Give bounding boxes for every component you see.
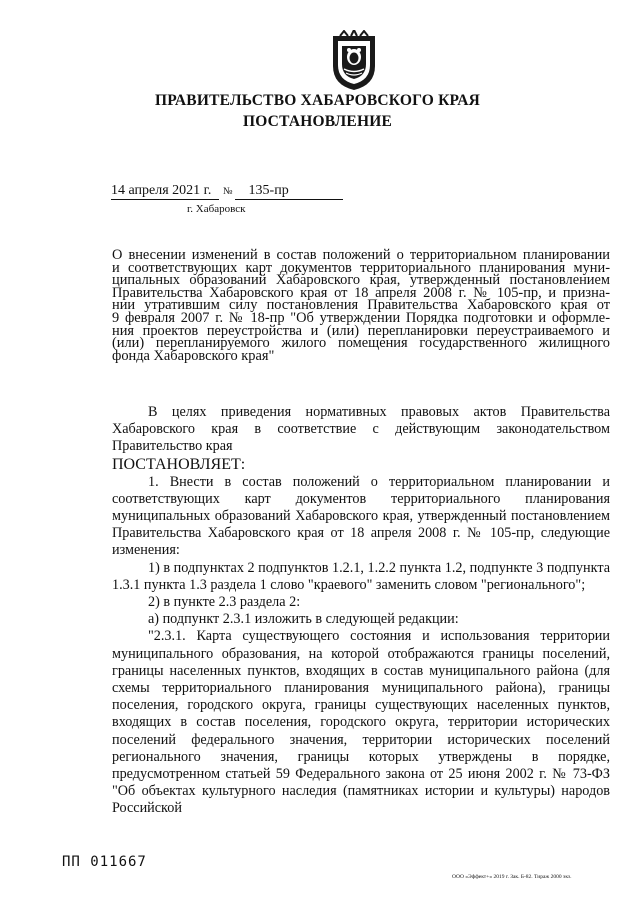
- document-date: 14 апреля 2021 г.: [111, 183, 219, 200]
- title-line: нии утратившим силу постановления Правительства Хабаровского края от: [112, 297, 610, 314]
- clause-1-2-a: а) подпункт 2.3.1 изложить в следующей редакции:: [148, 611, 459, 628]
- document-title: [112, 249, 610, 362]
- coat-of-arms-icon: [330, 30, 378, 92]
- print-info: ООО «Эффект+» 2019 г. Зак. Б-82. Тираж 2000 экз.: [452, 874, 572, 880]
- document-type: ПОСТАНОВЛЕНИЕ: [242, 113, 393, 130]
- title-line: 9 февраля 2007 г. № 18-пр "Об утверждении Порядка подготовки и оформле-: [112, 309, 610, 326]
- clause-2-3-1: "2.3.1. Карта существующего состояния и использования территории муниципального образования, на которой отображаются границы поселений, границы населенных пунктов, входящих в состав муниципального района (для схемы территориального планирования муниципального района), границы поселения, городского округа, границы существующих населенных пунктов, входящих в состав поселения, городского округа, территории исторических поселений федерального значения, территории исторических поселений регионального значения, границы которых утверждены в порядке, предусмотренном статьей 59 Федерального закона от 25 июня 2002 г. № 73-ФЗ "Об объектах культурного наследия (памятниках истории и культуры) народов Российской: [112, 628, 610, 817]
- preamble-paragraph: В целях приведения нормативных правовых актов Правительства Хабаровского края в соответствие с действующим законодательством Правительство края: [112, 404, 610, 455]
- title-line: Правительства Хабаровского края от 18 апреля 2008 г. № 105-пр, и призна-: [112, 284, 610, 301]
- title-line: и соответствующих карт документов территориального планирования муни-: [112, 259, 610, 276]
- clause-1-1: 1) в подпунктах 2 подпунктов 1.2.1, 1.2.2 пункта 1.2, подпункте 3 подпункта 1.3.1 пункта 1.3 раздела 1 слово "краевого" заменить словом "регионального";: [112, 559, 610, 593]
- decree-word: ПОСТАНОВЛЯЕТ:: [112, 455, 246, 473]
- city-label: г. Хабаровск: [187, 203, 246, 215]
- clause-1: 1. Внести в состав положений о территориальном планировании и соответствующих карт документов территориального планирования муниципальных образований Хабаровского края, утвержденный постановлением Правительства Хабаровского края от 18 апреля 2008 г. № 105-пр, следующие изменения:: [112, 473, 610, 559]
- document-body: [112, 404, 610, 818]
- title-line: О внесении изменений в состав положений о территориальном планировании: [112, 247, 610, 263]
- title-line: фонда Хабаровского края": [112, 347, 275, 364]
- date-number-row: [111, 183, 343, 200]
- title-line: (или) перепланируемого жилого помещения государственного жилищного: [112, 335, 610, 352]
- clause-1-2: 2) в пункте 2.3 раздела 2:: [148, 594, 301, 611]
- title-line: ципальных образований Хабаровского края, утвержденный постановлением: [112, 272, 610, 289]
- organization-title: ПРАВИТЕЛЬСТВО ХАБАРОВСКОГО КРАЯ: [154, 92, 481, 109]
- document-number: 135-пр: [235, 183, 343, 200]
- number-label: №: [223, 186, 233, 197]
- form-serial-code: ПП 011667: [62, 854, 147, 870]
- title-line: ния проектов переустройства и (или) перепланировки переустраиваемого и: [112, 322, 610, 339]
